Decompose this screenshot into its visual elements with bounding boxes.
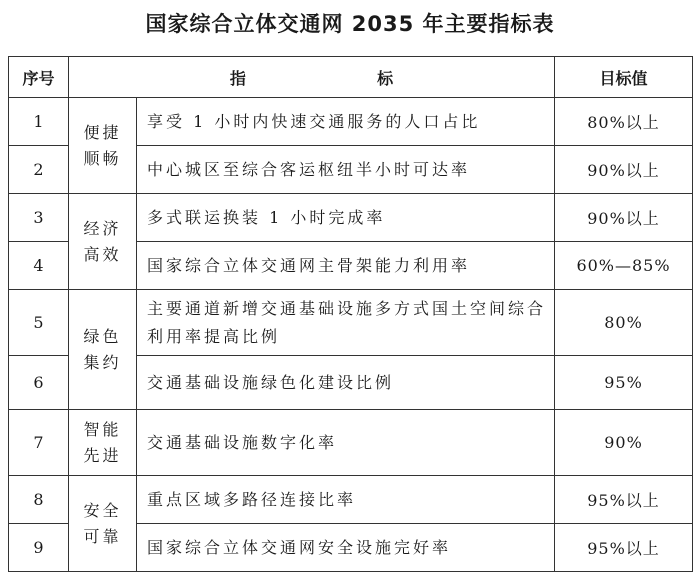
target-cell: 80%: [555, 290, 693, 356]
category-cell: [69, 410, 137, 476]
category-line: 智能: [83, 419, 122, 439]
indicator-cell: 重点区域多路径连接比率: [137, 476, 555, 524]
category-line: 顺畅: [83, 148, 122, 168]
category-line: 高效: [83, 244, 122, 264]
category-cell: [69, 476, 137, 572]
target-cell: 90%以上: [555, 146, 693, 194]
header-target: 目标值: [555, 57, 693, 98]
category-line: 安全: [83, 500, 122, 520]
target-cell: 90%: [555, 410, 693, 476]
row-number: 1: [9, 98, 69, 146]
row-number: 5: [9, 290, 69, 356]
row-number: 3: [9, 194, 69, 242]
indicator-cell: 多式联运换装 1 小时完成率: [137, 194, 555, 242]
row-number: 2: [9, 146, 69, 194]
header-no: 序号: [9, 57, 69, 98]
category-line: 绿色: [83, 326, 122, 346]
table-row: [9, 410, 693, 476]
row-number: 9: [9, 524, 69, 572]
category-cell: [69, 194, 137, 290]
indicator-cell: 中心城区至综合客运枢纽半小时可达率: [137, 146, 555, 194]
page-title: 国家综合立体交通网 2035 年主要指标表: [145, 12, 555, 36]
header-indicator-char-2: 标: [377, 68, 394, 88]
row-number: 7: [9, 410, 69, 476]
indicator-table: [8, 56, 693, 572]
category-line: 便捷: [83, 122, 122, 142]
target-cell: 60%—85%: [555, 242, 693, 290]
row-number: 8: [9, 476, 69, 524]
header-indicator: [69, 57, 555, 98]
header-indicator-char-1: 指: [229, 68, 246, 88]
row-number: 6: [9, 356, 69, 410]
target-cell: 90%以上: [555, 194, 693, 242]
table-row: [9, 194, 693, 242]
row-number: 4: [9, 242, 69, 290]
indicator-cell: 交通基础设施数字化率: [137, 410, 555, 476]
category-line: 集约: [83, 352, 122, 372]
target-cell: 80%以上: [555, 98, 693, 146]
indicator-cell: 享受 1 小时内快速交通服务的人口占比: [137, 98, 555, 146]
target-cell: 95%以上: [555, 524, 693, 572]
table-row: [9, 290, 693, 356]
indicator-cell: 交通基础设施绿色化建设比例: [137, 356, 555, 410]
category-cell: [69, 98, 137, 194]
table-header-row: [9, 57, 693, 98]
category-cell: [69, 290, 137, 410]
category-line: 先进: [83, 445, 122, 465]
category-line: 经济: [83, 218, 122, 238]
target-cell: 95%: [555, 356, 693, 410]
indicator-cell: 主要通道新增交通基础设施多方式国土空间综合利用率提高比例: [137, 290, 555, 356]
indicator-cell: 国家综合立体交通网安全设施完好率: [137, 524, 555, 572]
indicator-cell: 国家综合立体交通网主骨架能力利用率: [137, 242, 555, 290]
target-cell: 95%以上: [555, 476, 693, 524]
table-row: [9, 476, 693, 524]
category-line: 可靠: [83, 526, 122, 546]
table-row: [9, 98, 693, 146]
